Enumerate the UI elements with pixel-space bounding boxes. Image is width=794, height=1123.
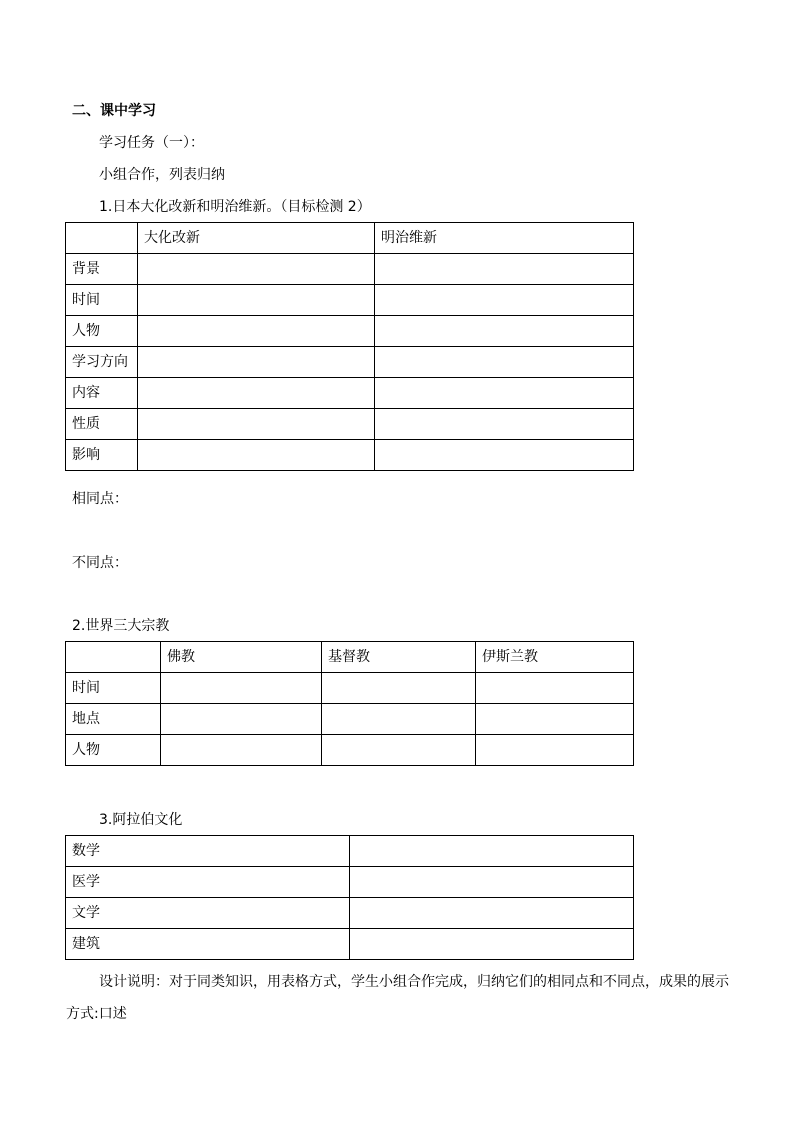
table-row — [66, 316, 634, 347]
answer-cell[interactable] — [375, 285, 634, 316]
section-title: 二、课中学习 — [72, 103, 156, 119]
answer-cell[interactable] — [138, 254, 375, 285]
row-label: 性质 — [66, 409, 138, 440]
answer-cell[interactable] — [350, 836, 634, 867]
answer-cell[interactable] — [476, 673, 634, 704]
answer-cell[interactable] — [161, 735, 322, 766]
table-header-row — [66, 223, 634, 254]
row-label: 人物 — [66, 316, 138, 347]
answer-cell[interactable] — [375, 347, 634, 378]
header-cell-empty — [66, 642, 161, 673]
header-cell-empty — [66, 223, 138, 254]
table-row — [66, 836, 634, 867]
answer-cell[interactable] — [350, 867, 634, 898]
table-row — [66, 867, 634, 898]
header-cell-christianity: 基督教 — [322, 642, 476, 673]
row-label: 学习方向 — [66, 347, 138, 378]
row-label: 医学 — [66, 867, 350, 898]
answer-cell[interactable] — [322, 704, 476, 735]
answer-cell[interactable] — [375, 378, 634, 409]
answer-cell[interactable] — [138, 409, 375, 440]
header-cell-taika: 大化改新 — [138, 223, 375, 254]
answer-cell[interactable] — [350, 898, 634, 929]
answer-cell[interactable] — [476, 704, 634, 735]
table-row — [66, 704, 634, 735]
row-label: 时间 — [66, 285, 138, 316]
q1-title: 1.日本大化改新和明治维新。（目标检测 2） — [99, 199, 371, 215]
answer-cell[interactable] — [375, 316, 634, 347]
task-description: 小组合作，列表归纳 — [99, 167, 225, 183]
answer-cell[interactable] — [322, 735, 476, 766]
answer-cell[interactable] — [322, 673, 476, 704]
table-row — [66, 929, 634, 960]
header-cell-islam: 伊斯兰教 — [476, 642, 634, 673]
q3-title: 3.阿拉伯文化 — [99, 812, 183, 828]
answer-cell[interactable] — [375, 440, 634, 471]
row-label: 文学 — [66, 898, 350, 929]
header-cell-buddhism: 佛教 — [161, 642, 322, 673]
differences-label: 不同点： — [72, 555, 128, 571]
row-label: 建筑 — [66, 929, 350, 960]
answer-cell[interactable] — [375, 254, 634, 285]
row-label: 地点 — [66, 704, 161, 735]
table-row — [66, 673, 634, 704]
table-row — [66, 409, 634, 440]
answer-cell[interactable] — [138, 316, 375, 347]
table-row — [66, 378, 634, 409]
answer-cell[interactable] — [161, 673, 322, 704]
table-row — [66, 898, 634, 929]
row-label: 影响 — [66, 440, 138, 471]
table-row — [66, 347, 634, 378]
row-label: 数学 — [66, 836, 350, 867]
arab-culture-table — [65, 835, 634, 960]
answer-cell[interactable] — [138, 440, 375, 471]
answer-cell[interactable] — [375, 409, 634, 440]
answer-cell[interactable] — [138, 285, 375, 316]
table-row — [66, 285, 634, 316]
reform-comparison-table — [65, 222, 634, 471]
answer-cell[interactable] — [476, 735, 634, 766]
answer-cell[interactable] — [350, 929, 634, 960]
row-label: 时间 — [66, 673, 161, 704]
answer-cell[interactable] — [138, 347, 375, 378]
similarities-label: 相同点： — [72, 491, 128, 507]
religions-table — [65, 641, 634, 766]
table-header-row — [66, 642, 634, 673]
table-row — [66, 735, 634, 766]
header-cell-meiji: 明治维新 — [375, 223, 634, 254]
answer-cell[interactable] — [161, 704, 322, 735]
row-label: 背景 — [66, 254, 138, 285]
design-note: 设计说明：对于同类知识，用表格方式，学生小组合作完成，归纳它们的相同点和不同点，成果的展示方式:口述 — [66, 974, 729, 1022]
table-row — [66, 254, 634, 285]
table-row — [66, 440, 634, 471]
row-label: 人物 — [66, 735, 161, 766]
row-label: 内容 — [66, 378, 138, 409]
q2-title: 2.世界三大宗教 — [72, 618, 170, 634]
answer-cell[interactable] — [138, 378, 375, 409]
task-title: 学习任务（一）： — [99, 135, 204, 151]
